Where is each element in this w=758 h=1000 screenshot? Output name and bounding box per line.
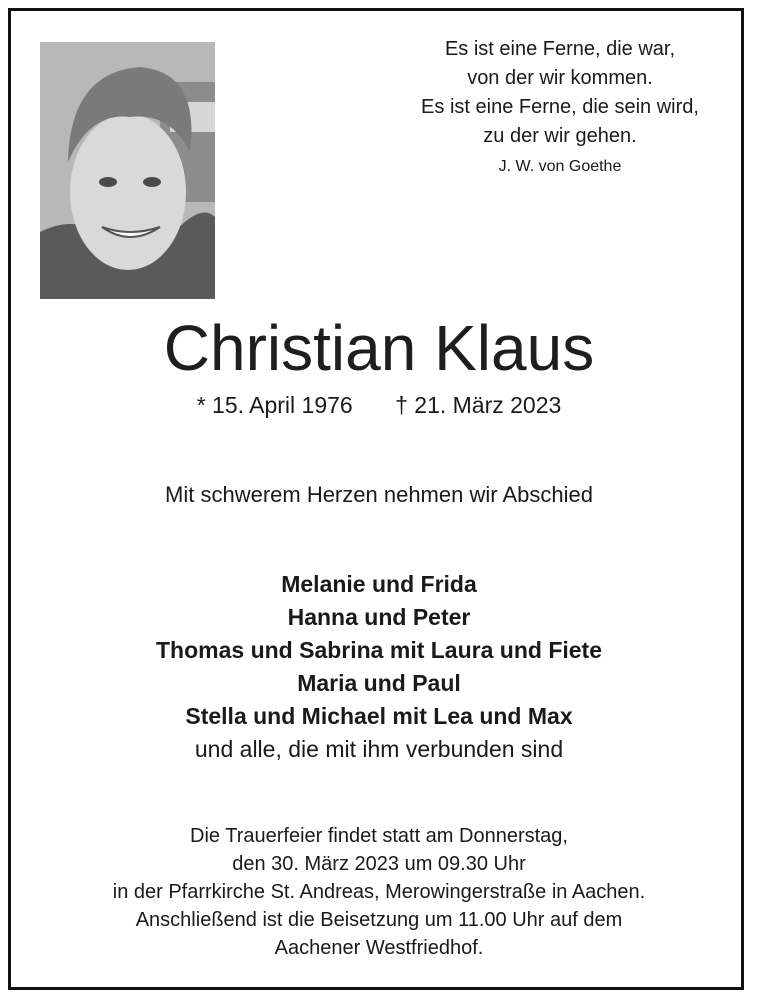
ceremony-line: Anschließend ist die Beisetzung um 11.00 Uhr auf dem: [135, 909, 623, 931]
life-dates: [0, 390, 758, 420]
family-member: Hanna und Peter: [287, 604, 471, 630]
ceremony-line: Aachener Westfriedhof.: [274, 937, 484, 959]
goethe-quote: [380, 35, 740, 179]
quote-line: zu der wir gehen.: [483, 125, 637, 147]
quote-line: von der wir kommen.: [467, 67, 653, 89]
farewell-text: Mit schwerem Herzen nehmen wir Abschied: [165, 482, 593, 507]
family-member: Thomas und Sabrina mit Laura und Fiete: [156, 637, 602, 663]
ceremony-line: den 30. März 2023 um 09.30 Uhr: [232, 853, 526, 875]
portrait-photo: [40, 42, 215, 299]
quote-line: Es ist eine Ferne, die sein wird,: [421, 96, 699, 118]
family-list: [0, 568, 758, 766]
family-member: Maria und Paul: [297, 670, 461, 696]
quote-line: Es ist eine Ferne, die war,: [444, 38, 676, 60]
ceremony-line: Die Trauerfeier findet statt am Donnerstag,: [190, 825, 568, 847]
deceased-name: Christian Klaus: [163, 312, 595, 384]
ceremony-info: [0, 822, 758, 962]
quote-author: J. W. von Goethe: [498, 158, 622, 175]
death-date: † 21. März 2023: [395, 392, 562, 418]
birth-date: * 15. April 1976: [196, 392, 353, 418]
family-member: Melanie und Frida: [281, 571, 477, 597]
family-member: Stella und Michael mit Lea und Max: [185, 703, 573, 729]
portrait-illustration: [40, 42, 215, 299]
family-closing: und alle, die mit ihm verbunden sind: [194, 736, 564, 762]
ceremony-line: in der Pfarrkirche St. Andreas, Merowingerstraße in Aachen.: [112, 881, 646, 903]
